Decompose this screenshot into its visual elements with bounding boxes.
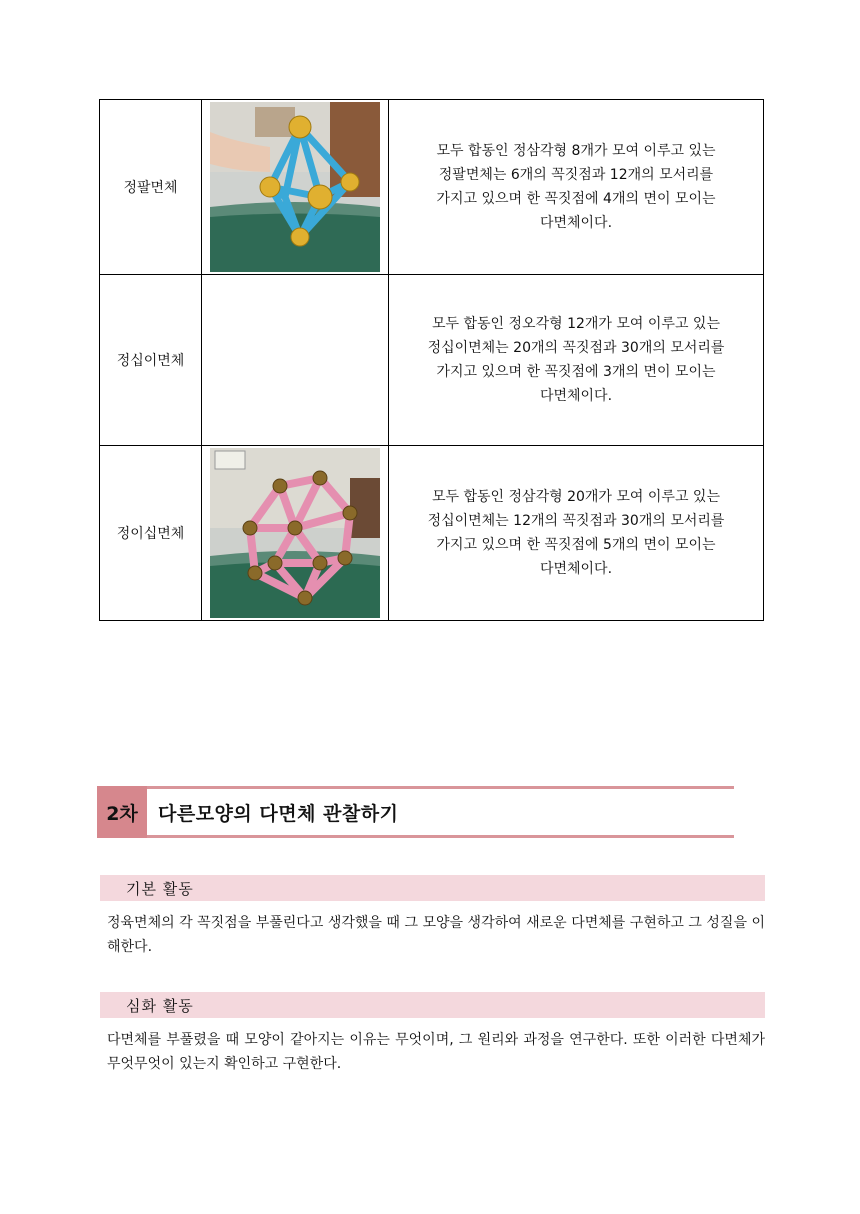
basic-activity-text: 정육면체의 각 꼭짓점을 부풀린다고 생각했을 때 그 모양을 생각하여 새로운 다면체를 구현하고 그 성질을 이해한다. — [107, 915, 765, 955]
polyhedron-name: 정팔면체 — [100, 100, 202, 275]
desc-line: 다면체이다. — [539, 561, 613, 577]
desc-line: 가지고 있으며 한 꼭짓점에 3개의 면이 모이는 — [436, 364, 716, 380]
polyhedron-photo-cell-empty — [202, 275, 389, 446]
desc-line: 모두 합동인 정삼각형 20개가 모여 이루고 있는 — [432, 489, 720, 505]
polyhedron-description — [389, 446, 764, 621]
advanced-activity-text: 다면체를 부풀렸을 때 모양이 같아지는 이유는 무엇이며, 그 원리와 과정을 연구한다. 또한 이러한 다면체가 무엇무엇이 있는지 확인하고 구현한다. — [107, 1032, 765, 1072]
section-number: 2차 — [97, 786, 147, 838]
octahedron-photo — [210, 102, 380, 272]
desc-line: 정십이면체는 20개의 꼭짓점과 30개의 모서리를 — [427, 340, 725, 356]
section-header — [97, 786, 734, 838]
polyhedra-table — [99, 99, 764, 621]
section-title: 다른모양의 다면체 관찰하기 — [158, 802, 399, 825]
polyhedron-name: 정십이면체 — [100, 275, 202, 446]
desc-line: 다면체이다. — [539, 388, 613, 404]
desc-line: 가지고 있으며 한 꼭짓점에 4개의 면이 모이는 — [436, 191, 716, 207]
table-row — [100, 446, 764, 621]
desc-line: 정팔면체는 6개의 꼭짓점과 12개의 모서리를 — [438, 167, 714, 183]
polyhedron-photo-cell — [202, 446, 389, 621]
desc-line: 모두 합동인 정오각형 12개가 모여 이루고 있는 — [432, 316, 720, 332]
basic-activity-label: 기본 활동 — [126, 879, 194, 898]
table-row — [100, 275, 764, 446]
desc-line: 모두 합동인 정삼각형 8개가 모여 이루고 있는 — [436, 143, 716, 159]
desc-line: 정십이면체는 12개의 꼭짓점과 30개의 모서리를 — [427, 513, 725, 529]
desc-line: 다면체이다. — [539, 215, 613, 231]
basic-activity-heading — [100, 875, 765, 901]
polyhedron-description — [389, 100, 764, 275]
polyhedron-name: 정이십면체 — [100, 446, 202, 621]
polyhedron-description — [389, 275, 764, 446]
polyhedron-photo-cell — [202, 100, 389, 275]
table-row — [100, 100, 764, 275]
icosahedron-photo — [210, 448, 380, 618]
advanced-activity-label: 심화 활동 — [126, 996, 194, 1015]
desc-line: 가지고 있으며 한 꼭짓점에 5개의 면이 모이는 — [436, 537, 716, 553]
advanced-activity-heading — [100, 992, 765, 1018]
